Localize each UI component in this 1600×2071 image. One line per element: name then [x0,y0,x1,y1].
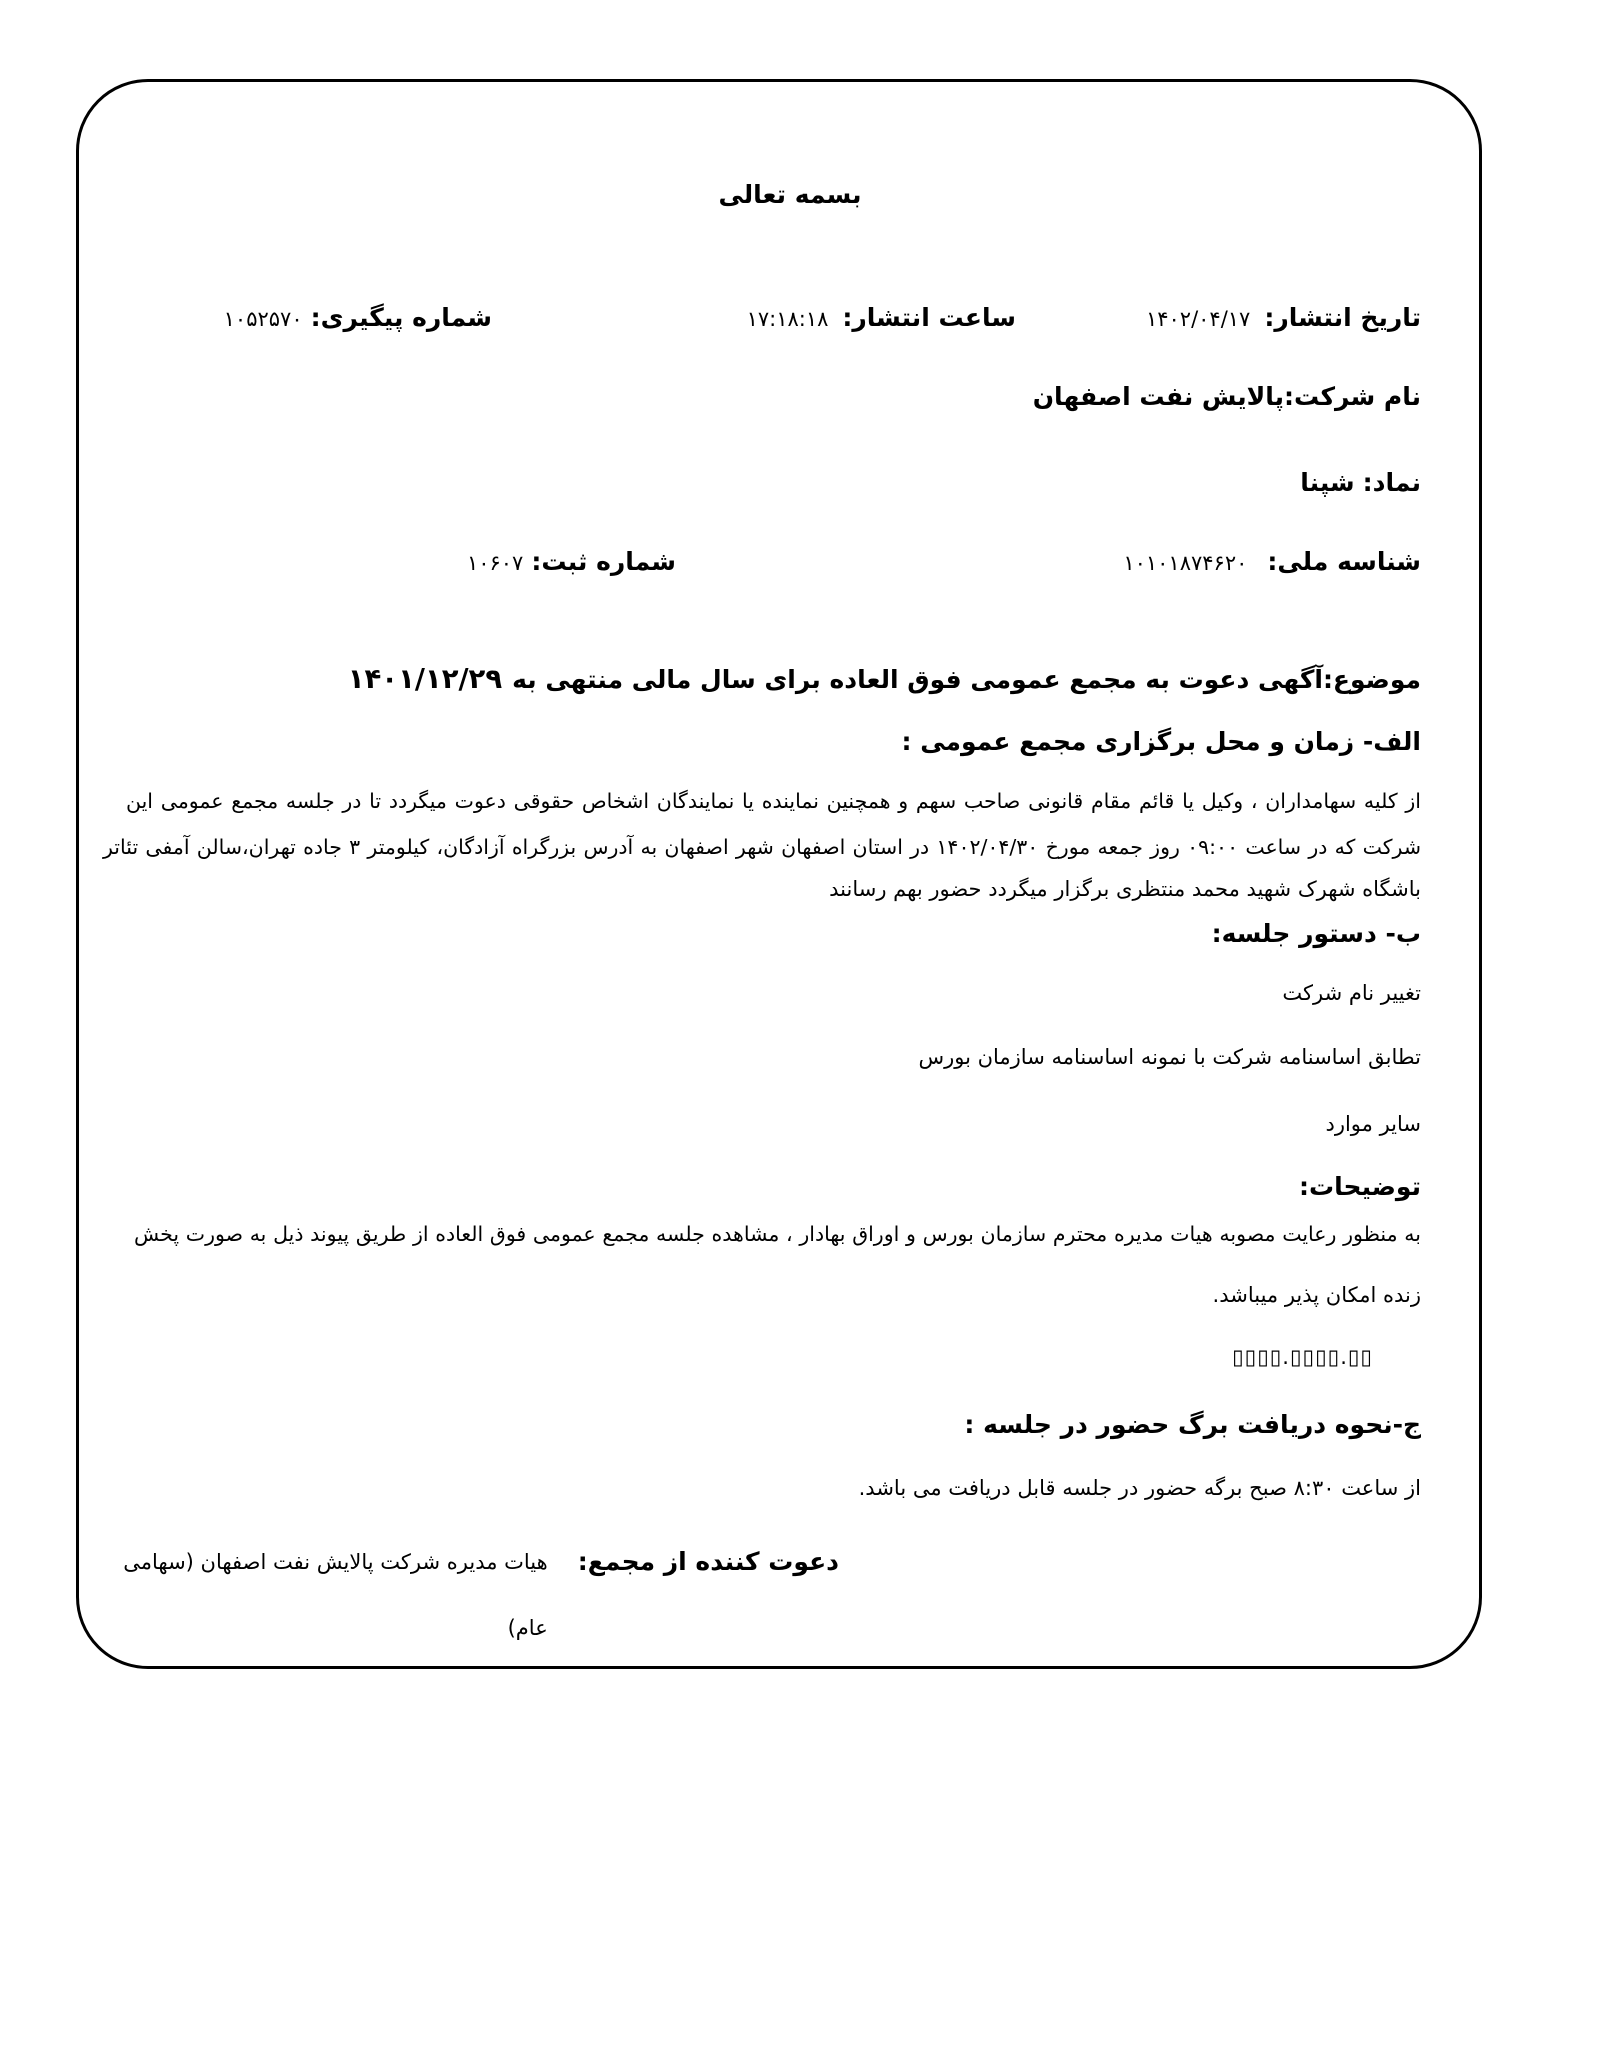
tracking-number-label: شماره پیگیری: [310,303,492,332]
notes-line-1: به منظور رعایت مصوبه هیات مدیره محترم سازمان بورس و اوراق بهادار ، مشاهده جلسه مجمع عمومی فوق العاده از طریق پیوند ذیل به صورت پخش [134,1222,1421,1246]
publish-date [1146,296,1421,343]
inviter-value-line-2: عام) [507,1616,548,1640]
section-a-line-2: شرکت که در ساعت ۰۹:۰۰ روز جمعه مورخ ۱۴۰۲/۰۴/۳۰ در استان اصفهان شهر اصفهان به آدرس بزرگراه آزادگان، کیلومتر ۳ جاده تهران،سالن آمفی تئاتر [103,835,1421,859]
live-stream-link[interactable]: ▯▯▯▯.▯▯▯▯.▯▯ [1232,1345,1373,1369]
section-a-line-3: باشگاه شهرک شهید محمد منتظری برگزار میگردد حضور بهم رسانند [829,877,1421,901]
publish-date-value: ۱۴۰۲/۰۴/۱۷ [1145,307,1251,331]
inviter-value [123,1540,547,1650]
publish-time-label: ساعت انتشار: [842,303,1016,332]
registration-label: شماره ثبت: [531,547,676,576]
notes-line-2: زنده امکان پذیر میباشد. [1212,1283,1421,1307]
publish-date-label: تاریخ انتشار: [1264,303,1421,332]
registration-row [467,540,676,587]
subject-text: آگهی دعوت به مجمع عمومی فوق العاده برای سال مالی منتهی به [512,665,1323,694]
national-id-label: شناسه ملی: [1267,547,1421,576]
section-c-text: از ساعت ۸:۳۰ صبح برگه حضور در جلسه قابل دریافت می باشد. [858,1476,1421,1500]
national-id-value: ۱۰۱۰۱۸۷۴۶۲۰ [1123,551,1248,575]
section-c-heading: ج-نحوه دریافت برگ حضور در جلسه : [964,1410,1421,1439]
inviter-value-line-1: هیات مدیره شرکت پالایش نفت اصفهان (سهامی [123,1550,548,1574]
subject-label: موضوع: [1322,665,1421,694]
section-b-heading: ب- دستور جلسه: [1211,919,1421,948]
section-a-line-1: از کلیه سهامداران ، وکیل یا قائم مقام قانونی صاحب سهم و همچنین نماینده یا نمایندگان اشخاص حقوقی دعوت میگردد تا در جلسه مجمع عمومی این [126,789,1421,813]
inviter-row [123,1540,839,1650]
registration-value: ۱۰۶۰۷ [466,551,524,575]
subject-line [103,656,1421,703]
inviter-label: دعوت کننده از مجمع: [577,1547,839,1576]
company-name-value: پالایش نفت اصفهان [1032,382,1285,411]
national-id-row [1123,540,1421,587]
agenda-item: تغییر نام شرکت [1282,981,1421,1005]
publish-time-value: ۱۷:۱۸:۱۸ [746,307,829,331]
agenda-item: تطابق اساسنامه شرکت با نمونه اساسنامه سازمان بورس [918,1045,1421,1069]
page-title: بسمه تعالی [718,180,862,209]
tracking-number-value: ۱۰۵۲۵۷۰ [223,307,303,331]
agenda-item: سایر موارد [1325,1112,1421,1136]
symbol-label: نماد: [1362,468,1421,497]
company-name-row [1033,375,1421,419]
symbol-row [1300,461,1421,505]
company-name-label: نام شرکت: [1284,382,1421,411]
tracking-number [224,296,492,343]
fiscal-year-end: ۱۴۰۱/۱۲/۲۹ [347,663,503,695]
publish-time [747,296,1016,343]
notes-heading: توضیحات: [1299,1172,1421,1201]
section-a-heading: الف- زمان و محل برگزاری مجمع عمومی : [901,727,1421,756]
symbol-value: شپنا [1300,468,1355,497]
